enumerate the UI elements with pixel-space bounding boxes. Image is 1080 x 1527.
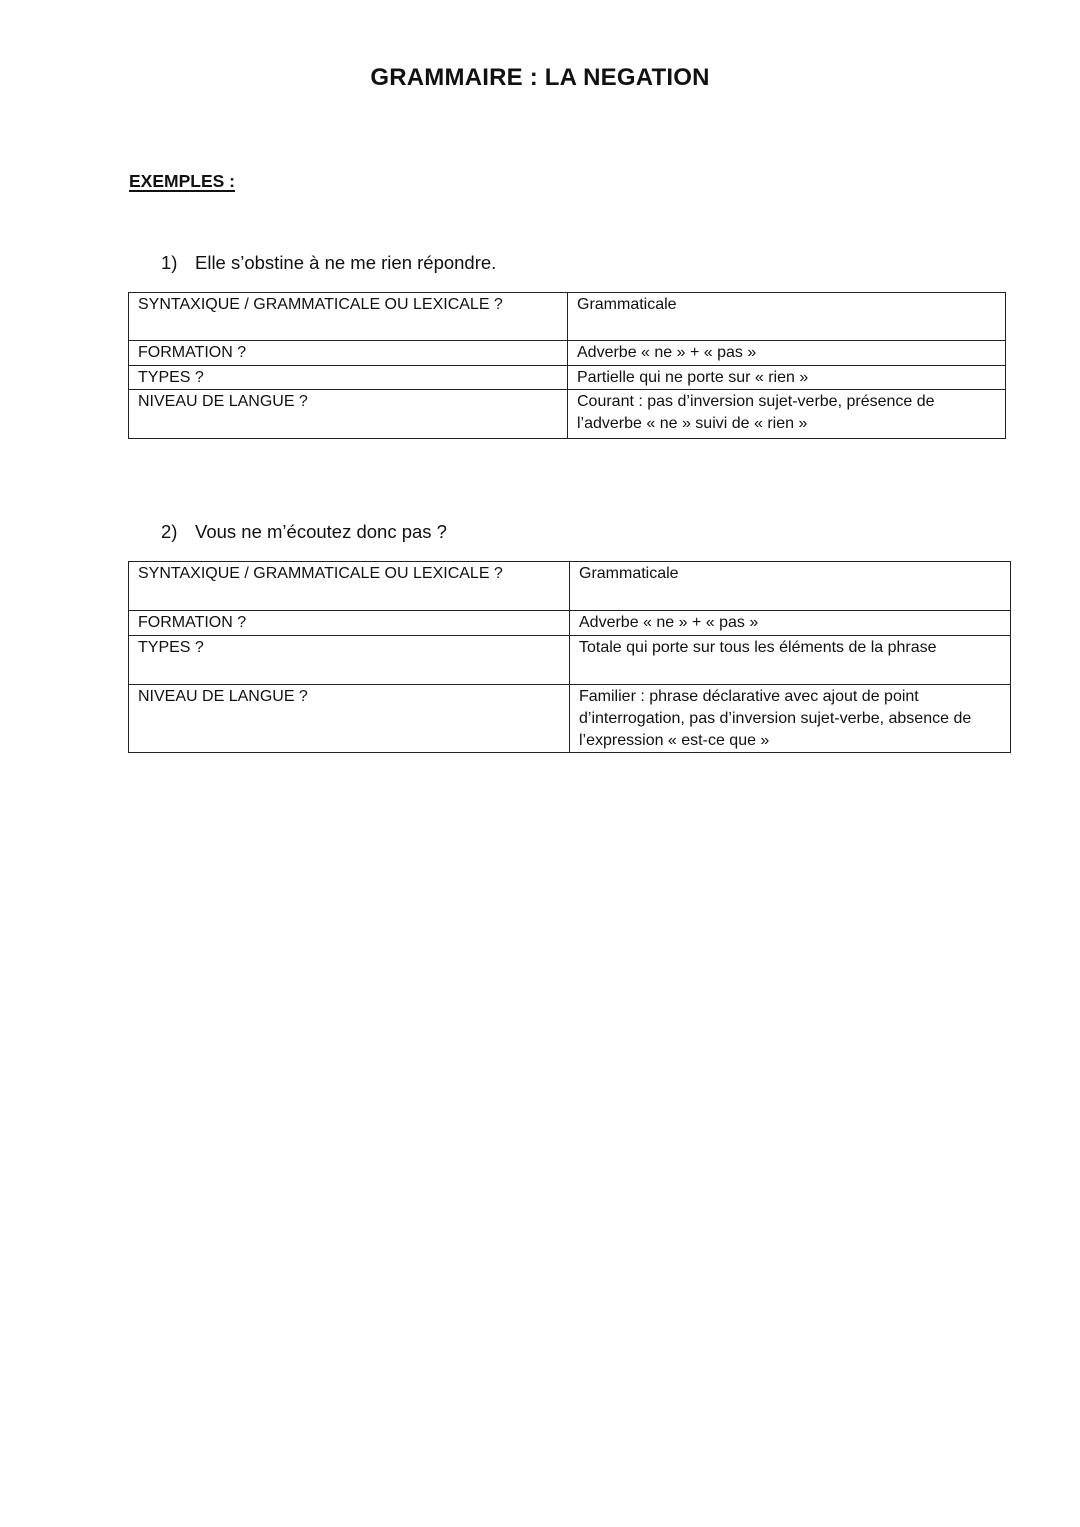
example-1-table (128, 292, 1006, 439)
question-cell: TYPES ? (129, 636, 570, 685)
example-text: Vous ne m’écoutez donc pas ? (195, 521, 447, 542)
table-row (129, 562, 1011, 611)
example-2-sentence (161, 521, 447, 543)
answer-cell: Partielle qui ne porte sur « rien » (568, 366, 1006, 390)
answer-cell: Totale qui porte sur tous les éléments de la phrase (570, 636, 1011, 685)
table-row (129, 366, 1006, 390)
answer-cell: Courant : pas d’inversion sujet-verbe, présence de l’adverbe « ne » suivi de « rien » (568, 390, 1006, 439)
example-1-sentence (161, 252, 496, 274)
question-cell: NIVEAU DE LANGUE ? (129, 685, 570, 753)
question-cell: NIVEAU DE LANGUE ? (129, 390, 568, 439)
example-number: 1) (161, 252, 178, 273)
example-text: Elle s’obstine à ne me rien répondre. (195, 252, 497, 273)
table-row (129, 611, 1011, 636)
answer-cell: Adverbe « ne » + « pas » (568, 341, 1006, 366)
table-row (129, 341, 1006, 366)
answer-cell: Familier : phrase déclarative avec ajout de point d’interrogation, pas d’inversion sujet-verbe, absence de l’expression « est-ce que » (570, 685, 1011, 753)
example-number: 2) (161, 521, 178, 542)
question-cell: FORMATION ? (129, 611, 570, 636)
answer-cell: Grammaticale (570, 562, 1011, 611)
answer-cell: Grammaticale (568, 293, 1006, 341)
table-row (129, 390, 1006, 439)
answer-cell: Adverbe « ne » + « pas » (570, 611, 1011, 636)
question-cell: TYPES ? (129, 366, 568, 390)
table-row (129, 293, 1006, 341)
section-heading-exemples: EXEMPLES : (129, 171, 235, 191)
question-cell: FORMATION ? (129, 341, 568, 366)
table-row (129, 685, 1011, 753)
question-cell: SYNTAXIQUE / GRAMMATICALE OU LEXICALE ? (129, 293, 568, 341)
page-title: GRAMMAIRE : LA NEGATION (370, 64, 710, 91)
table-row (129, 636, 1011, 685)
question-cell: SYNTAXIQUE / GRAMMATICALE OU LEXICALE ? (129, 562, 570, 611)
example-2-table (128, 561, 1011, 753)
